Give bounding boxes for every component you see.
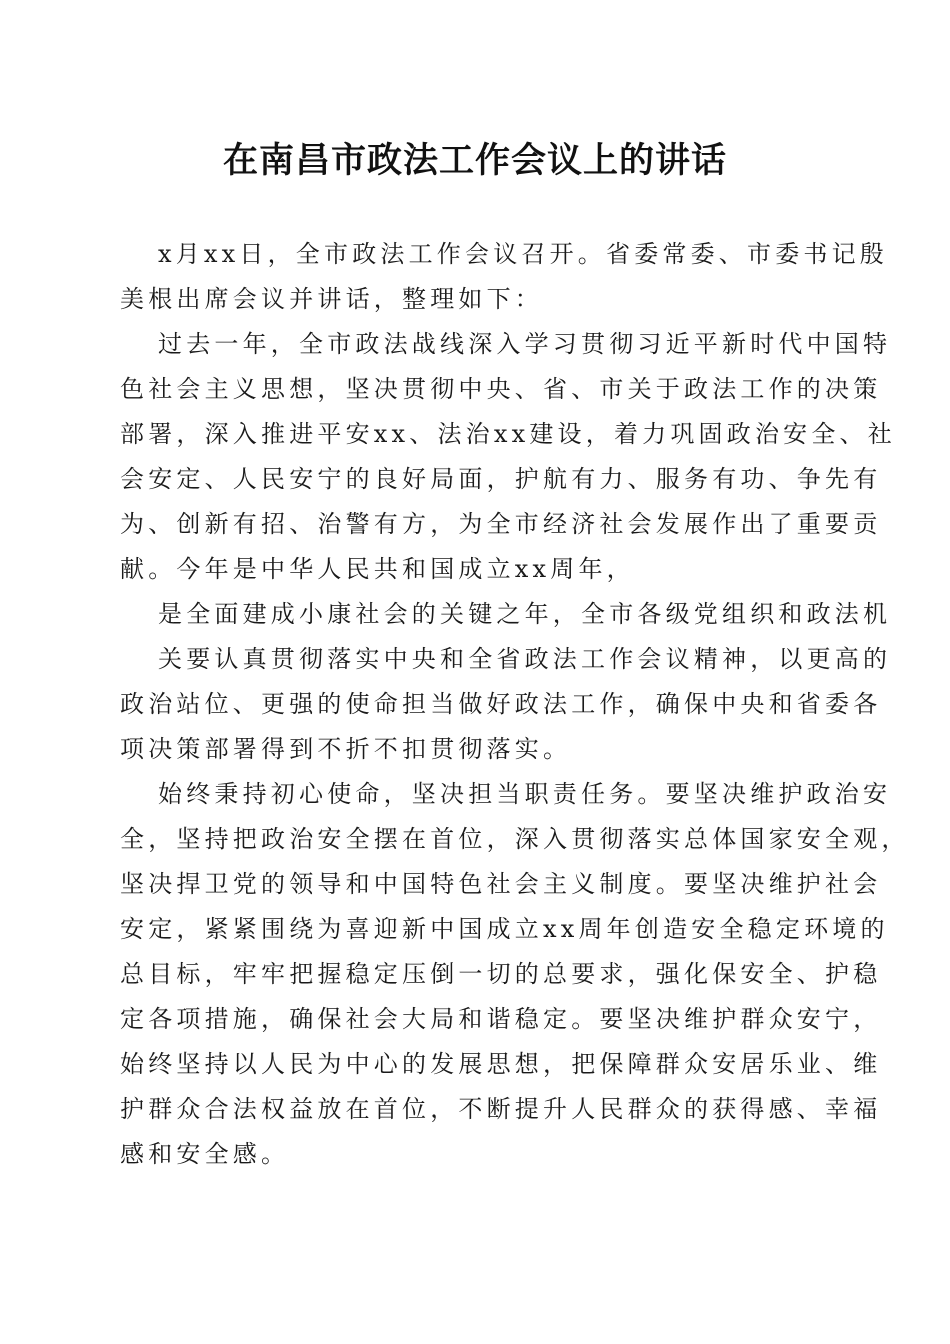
text-line: 全，坚持把政治安全摆在首位，深入贯彻落实总体国家安全观， (120, 825, 910, 853)
text-line: 项决策部署得到不折不扣贯彻落实。 (120, 735, 572, 763)
document-title: 在南昌市政法工作会议上的讲话 (222, 140, 727, 181)
text-line: 坚决捍卫党的领导和中国特色社会主义制度。要坚决维护社会 (120, 870, 882, 898)
text-line: 是全面建成小康社会的关键之年，全市各级党组织和政法机 (158, 600, 892, 628)
text-line: 献。今年是中华人民共和国成立xx周年， (120, 555, 635, 583)
text-line: 感和安全感。 (120, 1140, 290, 1168)
text-line: 会安定、人民安宁的良好局面，护航有力、服务有功、争先有 (120, 465, 882, 493)
text-line: 始终坚持以人民为中心的发展思想，把保障群众安居乐业、维 (120, 1050, 882, 1078)
text-line: 关要认真贯彻落实中央和全省政法工作会议精神，以更高的 (158, 645, 892, 673)
text-line: 过去一年，全市政法战线深入学习贯彻习近平新时代中国特 (158, 330, 892, 358)
text-line: 为、创新有招、治警有方，为全市经济社会发展作出了重要贡 (120, 510, 882, 538)
text-line: 始终秉持初心使命，坚决担当职责任务。要坚决维护政治安 (158, 780, 892, 808)
text-line: 色社会主义思想，坚决贯彻中央、省、市关于政法工作的决策 (120, 375, 882, 403)
text-line: 部署，深入推进平安xx、法治xx建设，着力巩固政治安全、社 (120, 420, 896, 448)
text-line: x月xx日，全市政法工作会议召开。省委常委、市委书记殷 (158, 240, 889, 268)
text-line: 美根出席会议并讲话，整理如下： (120, 285, 543, 313)
text-line: 护群众合法权益放在首位，不断提升人民群众的获得感、幸福 (120, 1095, 882, 1123)
text-line: 安定，紧紧围绕为喜迎新中国成立xx周年创造安全稳定环境的 (120, 915, 889, 943)
text-line: 政治站位、更强的使命担当做好政法工作，确保中央和省委各 (120, 690, 882, 718)
text-line: 总目标，牢牢把握稳定压倒一切的总要求，强化保安全、护稳 (120, 960, 882, 988)
text-line: 定各项措施，确保社会大局和谐稳定。要坚决维护群众安宁， (120, 1005, 882, 1033)
